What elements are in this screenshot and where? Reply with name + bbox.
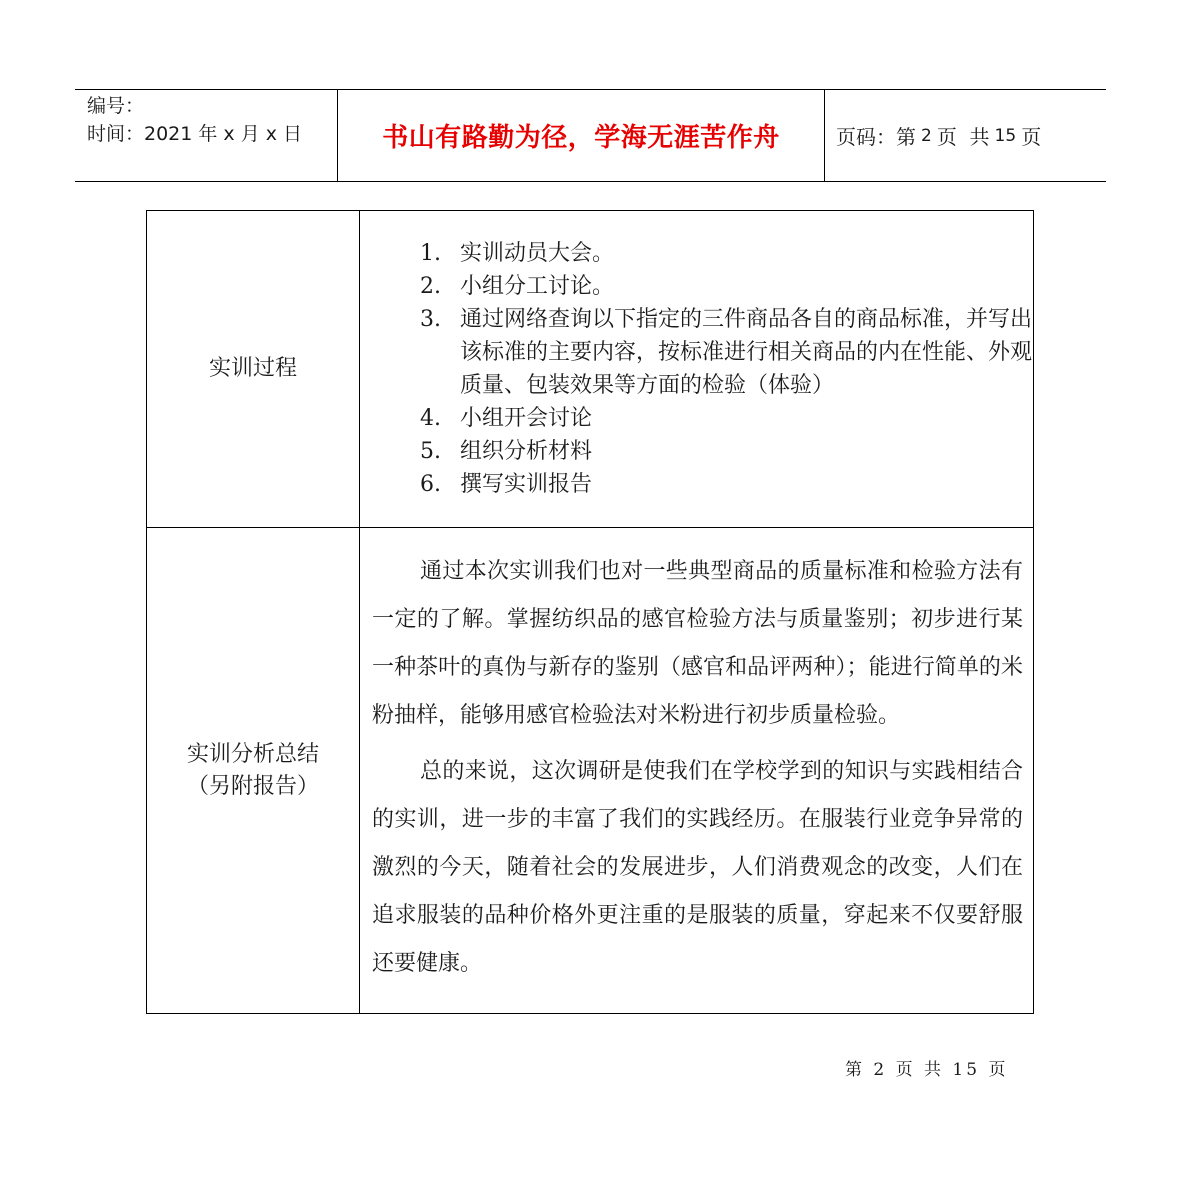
- step-index: 3.: [420, 307, 441, 332]
- document-header: [75, 89, 1106, 182]
- list-item: [420, 402, 1033, 435]
- row-label-line: 实训分析总结: [186, 741, 319, 767]
- motto: 书山有路勤为径，学海无涯苦作舟: [382, 123, 780, 153]
- serial-label: 编号：: [87, 95, 145, 117]
- header-motto-cell: [338, 90, 825, 181]
- summary-body: [360, 546, 1033, 988]
- header-meta: [75, 90, 338, 181]
- list-item: [420, 435, 1033, 468]
- training-table: [146, 210, 1034, 1014]
- step-text: 通过网络查询以下指定的三件商品各自的商品标准，并写出该标准的主要内容，按标准进行相关商品的内在性能、外观质量、包装效果等方面的检验（体验）: [460, 307, 1033, 398]
- page-total: 15: [994, 125, 1017, 146]
- list-item: [420, 237, 1033, 270]
- page-suffix: 页: [1021, 125, 1042, 149]
- list-item: [420, 270, 1033, 303]
- step-index: 6.: [420, 472, 441, 497]
- step-text: 撰写实训报告: [460, 472, 593, 497]
- row-label-cell: [147, 528, 360, 1014]
- step-index: 2.: [420, 274, 441, 299]
- table-row: [147, 528, 1034, 1014]
- list-item: [420, 303, 1033, 402]
- step-index: 5.: [420, 439, 441, 464]
- step-index: 1.: [420, 241, 441, 266]
- step-text: 组织分析材料: [460, 439, 593, 464]
- summary-paragraph: 总的来说，这次调研是使我们在学校学到的知识与实践相结合的实训，进一步的丰富了我们的实践经历。在服装行业竞争异常的激烈的今天，随着社会的发展进步，人们消费观念的改变，人们在追求服装的品种价格外更注重的是服装的质量，穿起来不仅要舒服还要健康。: [372, 758, 1023, 976]
- row-label-note: （另附报告）: [186, 773, 319, 799]
- summary-paragraph: 通过本次实训我们也对一些典型商品的质量标准和检验方法有一定的了解。掌握纺织品的感官检验方法与质量鉴别；初步进行某一种茶叶的真伪与新存的鉴别（感官和品评两种）；能进行简单的米粉抽样，能够用感官检验法对米粉进行初步质量检验。: [372, 558, 1023, 728]
- list-item: [420, 468, 1033, 501]
- page-current: 2: [921, 125, 932, 146]
- step-index: 4.: [420, 406, 441, 431]
- page-footer: 第 2 页 共 15 页: [845, 1060, 1009, 1080]
- step-text: 实训动员大会。: [460, 241, 615, 266]
- row-label-cell: [147, 211, 360, 528]
- table-row: [147, 211, 1034, 528]
- process-steps-list: [360, 237, 1033, 501]
- page-prefix: 页码：第: [836, 125, 916, 149]
- step-text: 小组分工讨论。: [460, 274, 615, 299]
- step-text: 小组开会讨论: [460, 406, 593, 431]
- process-cell: [360, 211, 1034, 528]
- summary-cell: [360, 528, 1034, 1014]
- row-label: [147, 739, 359, 803]
- header-page-info: [825, 90, 1106, 181]
- page-mid: 页 共: [936, 125, 990, 149]
- row-label: 实训过程: [208, 356, 297, 381]
- time-label: 时间：2021 年 x 月 x 日: [87, 123, 303, 145]
